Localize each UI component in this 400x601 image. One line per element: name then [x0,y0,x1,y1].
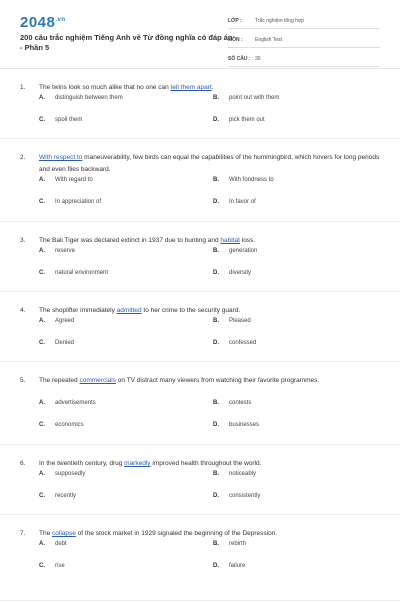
answer-option-d[interactable] [213,117,265,123]
answer-option-c[interactable] [39,493,76,499]
option-text: diversity [229,270,252,276]
option-letter: D. [213,563,219,569]
question-text-part: improved health throughout the world. [150,460,262,467]
underlined-keyword: admitted [116,307,142,314]
question-body [39,82,380,94]
option-text: With fondness to [229,177,274,183]
option-letter: B. [213,177,219,183]
question-number: 1. [20,84,26,91]
underlined-keyword: With respect to [39,154,83,161]
option-text: advertisements [55,400,96,406]
option-letter: C. [39,199,45,205]
question-text [20,458,380,470]
option-letter: C. [39,563,45,569]
meta-row-class [228,14,380,29]
answer-option-c[interactable] [39,422,84,428]
answer-option-c[interactable] [39,340,74,346]
answer-option-d[interactable] [213,199,256,205]
question-1 [0,68,400,139]
option-letter: A. [39,318,45,324]
document-meta [228,14,380,71]
option-text: rebirth [229,541,247,547]
option-letter: D. [213,422,219,428]
option-text: reserve [55,248,76,254]
meta-value: 30 [255,56,261,62]
option-text: generation [229,248,258,254]
option-letter: A. [39,400,45,406]
answer-option-d[interactable] [213,563,245,569]
question-text-part: The repeated [39,377,80,384]
answer-option-b[interactable] [213,177,274,183]
option-letter: A. [39,95,45,101]
question-text-part: The twins look so much alike that no one can [39,84,171,91]
question-text-part: maneuverability, few birds can equal the capabilities of the hummingbird, which hovers for long periods and even flies backward. [39,154,380,173]
question-text-part: The Bali Tiger was declared extinct in 1937 due to hunting and [39,237,221,244]
option-text: natural environment [55,270,109,276]
question-text [20,152,380,176]
option-text: consistently [229,493,261,499]
meta-value: Trắc nghiệm tổng hợp [255,18,304,24]
option-letter: C. [39,270,45,276]
question-7 [0,514,400,601]
question-text-part: loss. [239,237,256,244]
site-logo[interactable] [20,14,66,31]
question-2 [0,138,400,222]
answer-option-c[interactable] [39,117,82,123]
meta-row-subject [228,33,380,48]
question-number: 6. [20,460,26,467]
question-body [39,305,380,317]
logo-suffix: .vn [55,17,66,23]
answer-option-d[interactable] [213,493,260,499]
option-letter: A. [39,541,45,547]
answer-option-c[interactable] [39,563,65,569]
option-text: failure [229,563,246,569]
underlined-keyword: markedly [124,460,151,467]
option-text: In appreciation of [55,199,102,205]
answer-option-a[interactable] [39,95,123,101]
option-letter: C. [39,117,45,123]
option-text: distinguish between them [55,95,123,101]
document-header [0,0,400,69]
option-text: businesses [229,422,260,428]
question-text [20,528,380,540]
answer-option-c[interactable] [39,199,101,205]
option-text: confessed [229,340,257,346]
question-text-part: of the stock market in 1929 signaled the beginning of the Depression. [75,530,278,537]
option-letter: C. [39,340,45,346]
answer-option-b[interactable] [213,471,256,477]
question-body [39,528,380,540]
answer-option-b[interactable] [213,318,251,324]
option-letter: B. [213,318,219,324]
question-number: 7. [20,530,26,537]
answer-option-d[interactable] [213,270,251,276]
answer-option-a[interactable] [39,177,93,183]
question-body [39,152,380,176]
option-text: contests [229,400,252,406]
option-letter: B. [213,400,219,406]
answer-option-c[interactable] [39,270,108,276]
option-letter: D. [213,493,219,499]
meta-value: English Test [255,37,282,43]
answer-option-b[interactable] [213,95,279,101]
option-text: point out with them [229,95,280,101]
underlined-keyword: tell them apart [170,84,212,91]
underlined-keyword: collapse [52,530,76,537]
answer-option-b[interactable] [213,248,257,254]
question-text [20,235,380,247]
option-text: supposedly [55,471,86,477]
option-text: rise [55,563,65,569]
underlined-keyword: commercials [79,377,116,384]
question-number: 5. [20,377,26,384]
question-text-part: on TV distract many viewers from watching their favorite programmes. [115,377,320,384]
answer-option-b[interactable] [213,541,246,547]
answer-option-a[interactable] [39,318,74,324]
option-text: debt [55,541,67,547]
option-text: pick them out [229,117,265,123]
option-text: recently [55,493,77,499]
question-body [39,458,380,470]
answer-option-d[interactable] [213,422,259,428]
question-text-part: The shoplifter immediately [39,307,117,314]
option-text: With regard to [55,177,93,183]
answer-option-a[interactable] [39,471,85,477]
question-text [20,82,380,94]
meta-label: MÔN : [228,37,243,43]
option-letter: A. [39,471,45,477]
option-text: Agreed [55,318,75,324]
question-number: 4. [20,307,26,314]
question-text-part: . [211,84,214,91]
option-letter: D. [213,199,219,205]
question-4 [0,291,400,362]
option-letter: D. [213,270,219,276]
question-5 [0,361,400,445]
question-text-part: The [39,530,53,537]
option-letter: A. [39,177,45,183]
answer-option-b[interactable] [213,400,251,406]
option-text: Denied [55,340,75,346]
question-text-part: to her crime to the security guard. [141,307,241,314]
option-letter: B. [213,541,219,547]
question-body [39,235,380,247]
option-text: Pleased [229,318,251,324]
question-3 [0,221,400,292]
option-letter: B. [213,471,219,477]
answer-option-a[interactable] [39,400,96,406]
question-text-part: In the twentieth century, drug [39,460,125,467]
answer-option-a[interactable] [39,541,67,547]
answer-option-d[interactable] [213,340,256,346]
option-letter: A. [39,248,45,254]
option-letter: D. [213,340,219,346]
question-6 [0,444,400,515]
answer-option-a[interactable] [39,248,75,254]
option-letter: C. [39,493,45,499]
option-letter: C. [39,422,45,428]
question-text [20,375,380,387]
document-title: 200 câu trắc nghiệm Tiếng Anh về Từ đồng nghĩa có đáp án - Phần 5 [20,33,233,52]
meta-row-count [228,52,380,67]
meta-label: SỐ CÂU : [228,56,251,62]
question-text [20,305,380,317]
option-letter: B. [213,95,219,101]
logo-text: 2048 [20,14,56,31]
meta-label: LỚP : [228,18,242,24]
question-number: 2. [20,154,26,161]
underlined-keyword: habitat [220,237,240,244]
option-text: noticeably [229,471,257,477]
option-text: spoil them [55,117,83,123]
question-number: 3. [20,237,26,244]
option-letter: B. [213,248,219,254]
option-text: economics [55,422,84,428]
question-body [39,375,380,387]
option-letter: D. [213,117,219,123]
option-text: In favor of [229,199,256,205]
